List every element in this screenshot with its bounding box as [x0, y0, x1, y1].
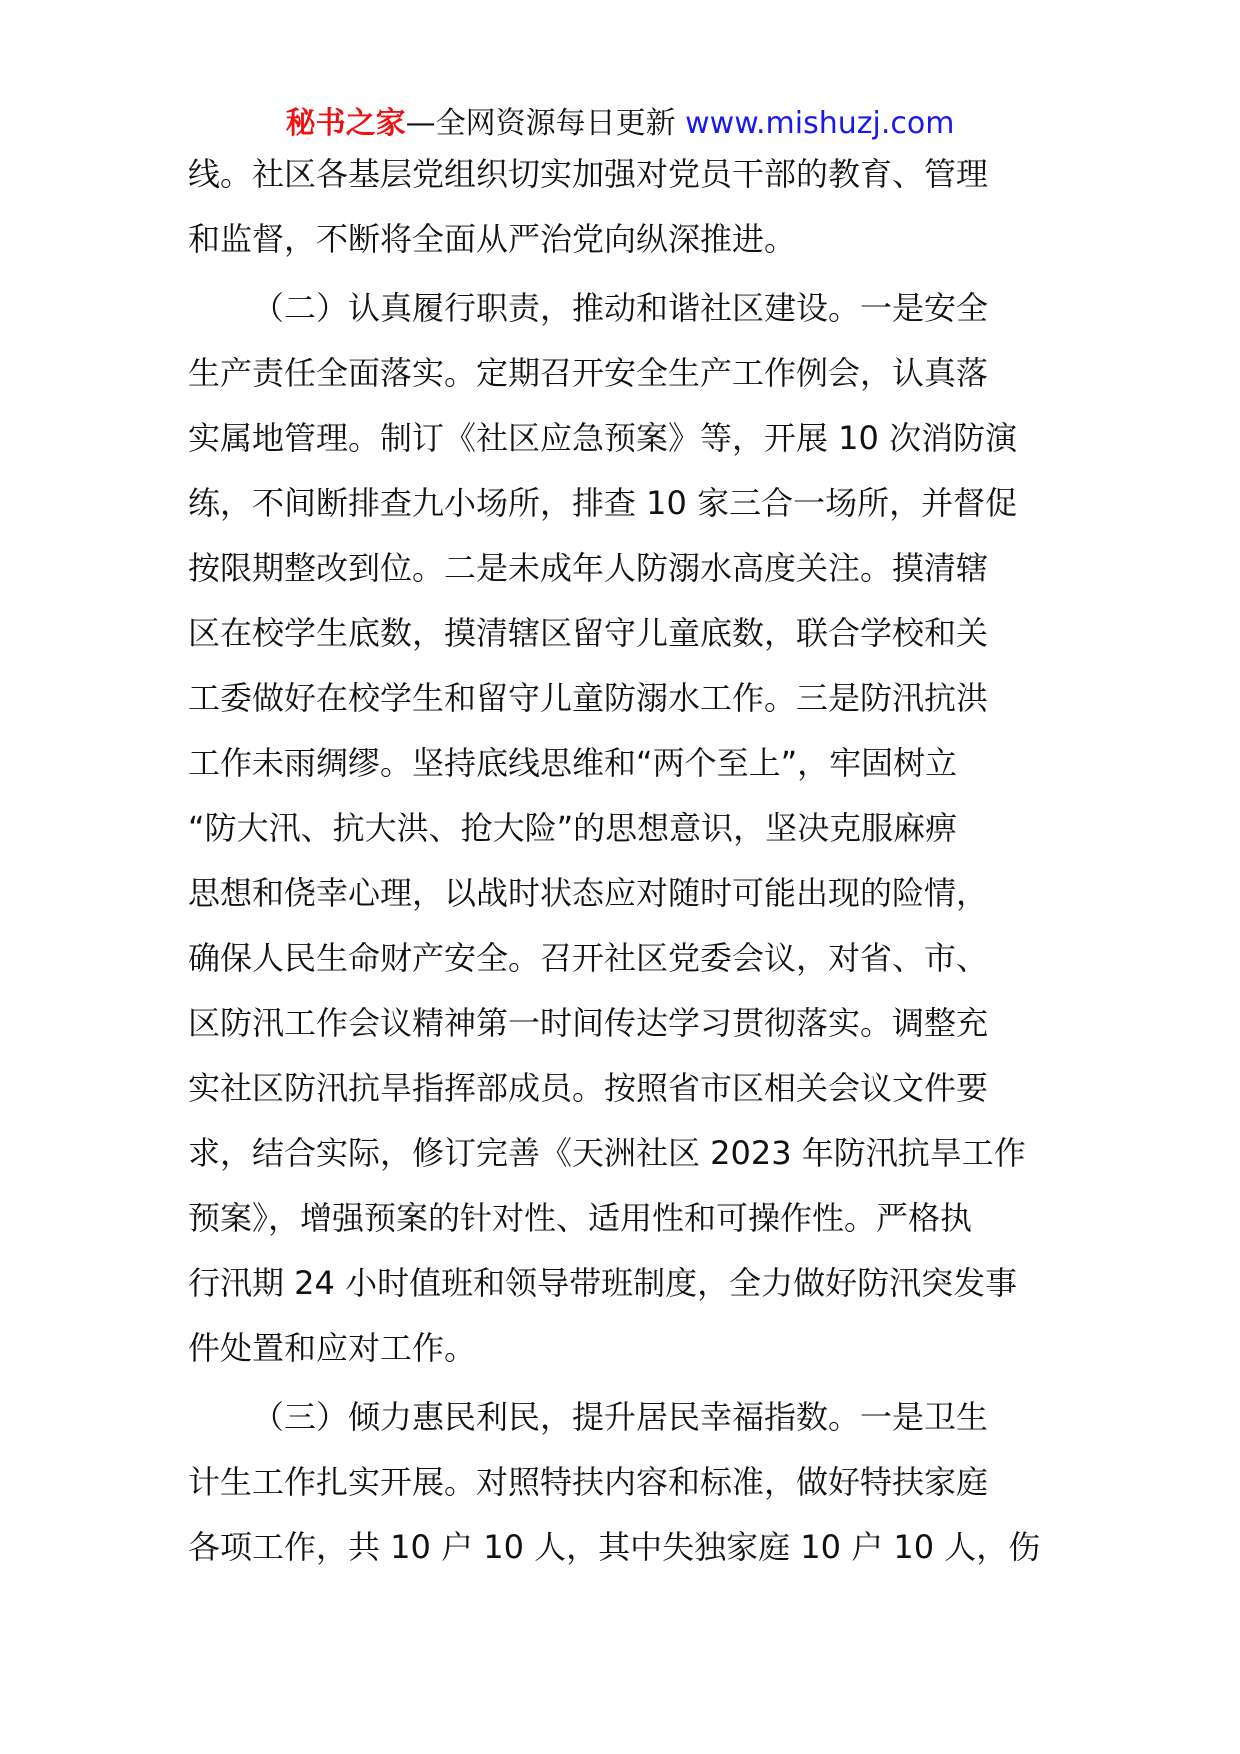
- text-line: 工委做好在校学生和留守儿童防溺水工作。三是防汛抗洪: [188, 679, 989, 717]
- section-heading-line: （三）倾力惠民利民，提升居民幸福指数。一是卫生: [252, 1398, 989, 1436]
- site-url[interactable]: www.mishuzj.com: [685, 106, 955, 141]
- text-line: 行汛期 24 小时值班和领导带班制度，全力做好防汛突发事: [188, 1264, 1018, 1302]
- text-line: “防大汛、抗大洪、抢大险”的思想意识，坚决克服麻痹: [188, 809, 958, 847]
- header-tagline: —全网资源每日更新: [405, 106, 676, 141]
- text-line: 思想和侥幸心理，以战时状态应对随时可能出现的险情，: [188, 874, 989, 912]
- text-line: 预案》，增强预案的针对性、适用性和可操作性。严格执: [188, 1199, 973, 1237]
- section-heading-line: （二）认真履行职责，推动和谐社区建设。一是安全: [252, 289, 989, 327]
- text-line: 区防汛工作会议精神第一时间传达学习贯彻落实。调整充: [188, 1004, 989, 1042]
- text-line: 计生工作扎实开展。对照特扶内容和标准，做好特扶家庭: [188, 1463, 989, 1501]
- text-line: 实社区防汛抗旱指挥部成员。按照省市区相关会议文件要: [188, 1069, 989, 1107]
- brand-name: 秘书之家: [285, 106, 406, 141]
- text-line: 区在校学生底数，摸清辖区留守儿童底数，联合学校和关: [188, 614, 989, 652]
- text-line: 线。社区各基层党组织切实加强对党员干部的教育、管理: [188, 155, 989, 193]
- text-line: 确保人民生命财产安全。召开社区党委会议，对省、市、: [188, 939, 989, 977]
- text-line: 工作未雨绸缪。坚持底线思维和“两个至上”，牢固树立: [188, 744, 958, 782]
- text-line: 各项工作，共 10 户 10 人，其中失独家庭 10 户 10 人，伤: [188, 1528, 1041, 1566]
- page-header: [0, 104, 1240, 144]
- document-body: [188, 142, 1068, 1580]
- text-line: 生产责任全面落实。定期召开安全生产工作例会，认真落: [188, 354, 989, 392]
- text-line: 求，结合实际，修订完善《天洲社区 2023 年防汛抗旱工作: [188, 1134, 1026, 1172]
- text-line: 件处置和应对工作。: [188, 1329, 477, 1367]
- text-line: 实属地管理。制订《社区应急预案》等，开展 10 次消防演: [188, 419, 1018, 457]
- text-line: 和监督，不断将全面从严治党向纵深推进。: [188, 220, 797, 258]
- text-line: 按限期整改到位。二是未成年人防溺水高度关注。摸清辖: [188, 549, 989, 587]
- text-line: 练，不间断排查九小场所，排查 10 家三合一场所，并督促: [188, 484, 1018, 522]
